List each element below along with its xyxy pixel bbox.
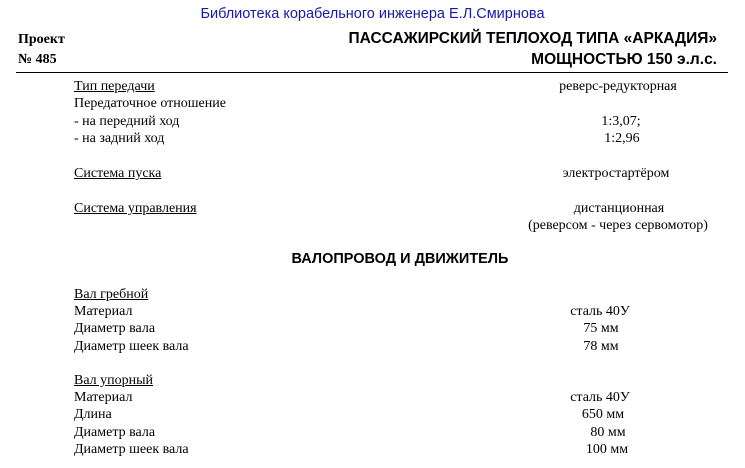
reverse-ratio-value: 1:2,96 — [604, 131, 640, 146]
thrust-material-label: Материал — [74, 390, 133, 405]
thrust-journal-value: 100 мм — [585, 442, 629, 457]
document-subtitle: МОЩНОСТЬЮ 150 э.л.с. — [531, 51, 717, 68]
forward-ratio-value: 1:3,07; — [601, 114, 641, 129]
thrust-diameter-label: Диаметр вала — [74, 425, 156, 440]
propeller-journal-value: 78 мм — [583, 339, 619, 354]
forward-ratio-label: - на передний ход — [74, 114, 180, 129]
transmission-type-label: Тип передачи — [74, 79, 155, 94]
project-number: № 485 — [18, 52, 57, 67]
control-system-value: дистанционная — [573, 201, 665, 216]
thrust-diameter-value: 80 мм — [590, 425, 626, 440]
gear-ratio-label: Передаточное отношение — [74, 96, 226, 111]
thrust-length-value: 650 мм — [581, 407, 625, 422]
document-title: ПАССАЖИРСКИЙ ТЕПЛОХОД ТИПА «АРКАДИЯ» — [348, 30, 717, 47]
start-system-value: электростартёром — [562, 166, 670, 181]
thrust-material-value: сталь 40У — [570, 390, 630, 405]
propeller-material-value: сталь 40У — [570, 304, 630, 319]
propeller-diameter-label: Диаметр вала — [74, 321, 156, 336]
thrust-journal-label: Диаметр шеек вала — [74, 442, 189, 457]
reverse-ratio-label: - на задний ход — [74, 131, 165, 146]
header-rule — [16, 72, 728, 73]
section-title: ВАЛОПРОВОД И ДВИЖИТЕЛЬ — [291, 251, 509, 267]
thrust-length-label: Длина — [74, 407, 112, 422]
propeller-journal-label: Диаметр шеек вала — [74, 339, 189, 354]
propeller-diameter-value: 75 мм — [583, 321, 619, 336]
start-system-label: Система пуска — [74, 166, 162, 181]
project-label: Проект — [18, 32, 65, 47]
propeller-shaft-heading: Вал гребной — [74, 287, 149, 302]
control-system-label: Система управления — [74, 201, 197, 216]
library-header: Библиотека корабельного инженера Е.Л.Смирнова — [200, 6, 545, 22]
thrust-shaft-heading: Вал упорный — [74, 373, 154, 388]
propeller-material-label: Материал — [74, 304, 133, 319]
control-system-note: (реверсом - через сервомотор) — [528, 218, 708, 233]
transmission-type-value: реверс-редукторная — [559, 79, 677, 94]
